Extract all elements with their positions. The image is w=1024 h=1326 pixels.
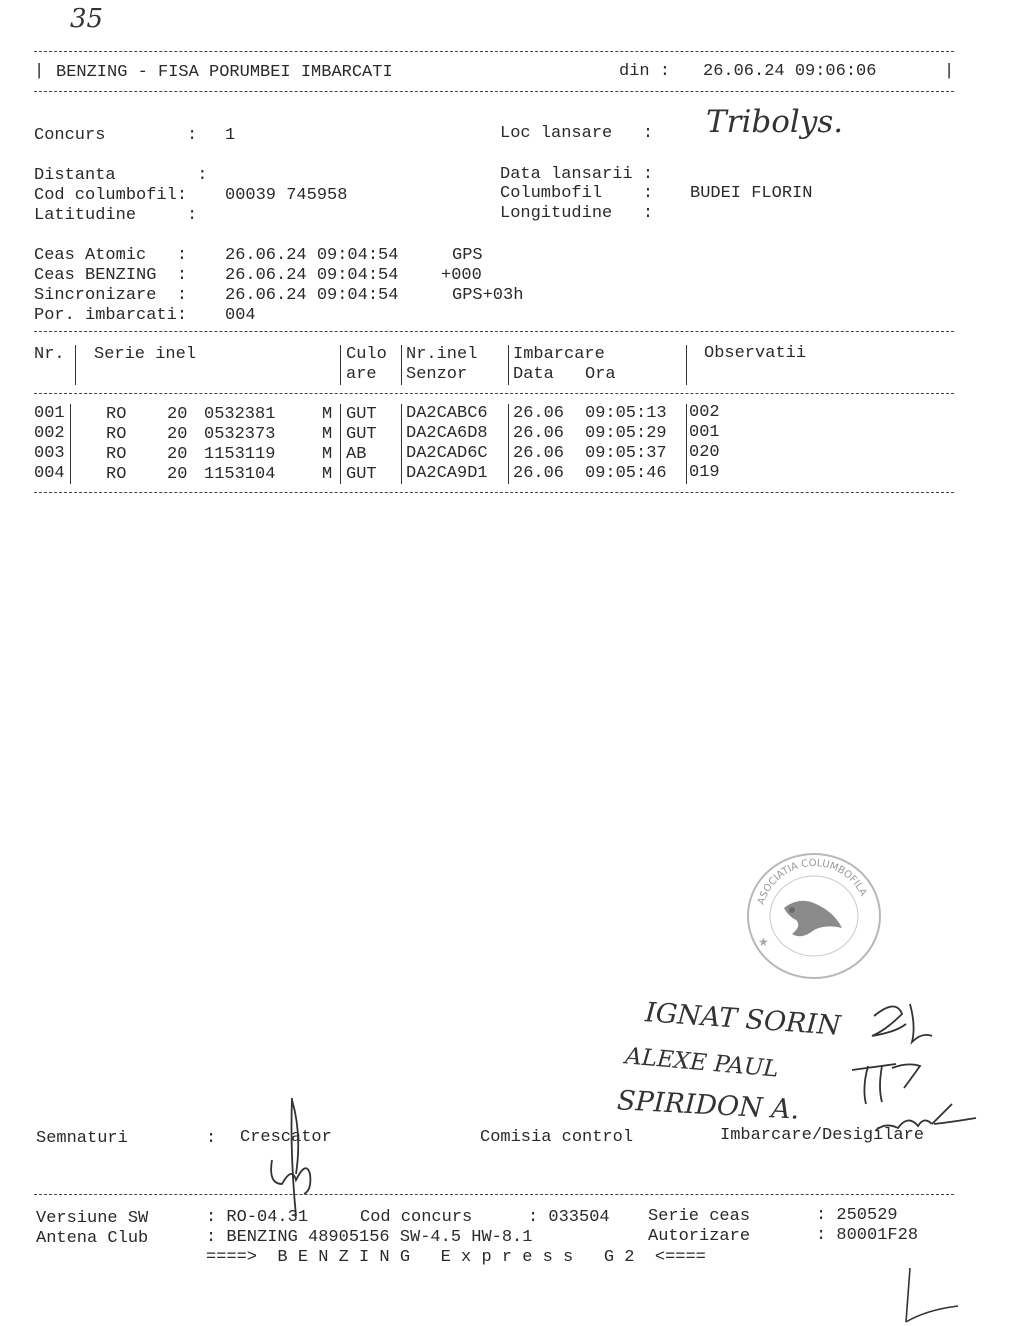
sincronizare-value: 26.06.24 09:04:54 [225,286,399,305]
row-time: 09:05:37 [585,444,667,463]
ceas-atomic-value: 26.06.24 09:04:54 [225,246,399,265]
body-divider-2 [340,404,341,484]
signatures-colon: : [206,1129,217,1148]
signatures-label: Semnaturi [36,1129,128,1148]
header-divider-5 [686,345,687,385]
ceas-atomic-label: Ceas Atomic : [34,246,188,265]
row-ring: 0532381 [204,405,276,424]
ceas-atomic-extra: GPS [452,246,483,265]
concurs-value: 1 [225,126,236,145]
signature-crescator [262,1094,332,1224]
serie-ceas-value: : 250529 [816,1206,898,1225]
row-sensor: DA2CAD6C [406,444,488,463]
por-imbarcati-value: 004 [225,306,256,325]
row-color: AB [346,445,367,464]
row-sensor: DA2CA9D1 [406,464,488,483]
row-sex: M [322,445,333,464]
row-sex: M [322,465,333,484]
row-ring: 1153104 [204,465,276,484]
data-lansarii-label: Data lansarii : [500,165,654,184]
row-date: 26.06 [513,464,565,483]
col-header-data: Data [513,365,554,384]
cod-columbofil-value: 00039 745958 [225,186,348,205]
serie-ceas-label: Serie ceas [648,1207,751,1226]
ceas-benzing-extra: +000 [441,266,482,285]
benzing-express-banner: ====> B E N Z I N G E x p r e s s G 2 <==== [206,1248,706,1267]
row-sensor: DA2CABC6 [406,404,488,423]
row-ring: 0532373 [204,425,276,444]
header-divider-4 [508,345,509,385]
row-nr: 004 [34,464,65,483]
row-time: 09:05:29 [585,424,667,443]
imbarcare-desigilare-label: Imbarcare/Desigilare [720,1126,925,1145]
col-header-ora: Ora [585,365,616,384]
cod-columbofil-label: Cod columbofil: [34,186,188,205]
concurs-label: Concurs : [34,126,198,145]
loc-lansare-value: Tribolys. [706,104,844,140]
col-header-imbarcare: Imbarcare [513,345,605,364]
sincronizare-label: Sincronizare : [34,286,188,305]
row-ring: 1153119 [204,445,276,464]
header-divider-1 [75,345,76,385]
header-bottom-rule [34,91,954,92]
comisia-control-label: Comisia control [480,1128,634,1147]
row-time: 09:05:13 [585,404,667,423]
columbofil-value: BUDEI FLORIN [690,184,813,203]
columbofil-label: Columbofil : [500,184,654,203]
table-bottom-rule [34,492,954,493]
committee-name-2: ALEXE PAUL [624,1043,780,1083]
row-time: 09:05:46 [585,464,667,483]
longitudine-label: Longitudine : [500,204,654,223]
latitudine-label: Latitudine : [34,206,198,225]
col-header-observatii: Observatii [704,344,807,363]
antena-club-value: : BENZING 48905156 SW-4.5 HW-8.1 [206,1228,533,1247]
row-country: RO [106,445,127,464]
print-date-value: 26.06.24 09:06:06 [703,62,877,81]
row-sensor: DA2CA6D8 [406,424,488,443]
committee-name-3: SPIRIDON A. [616,1085,801,1126]
row-year: 20 [167,425,188,444]
col-header-senzor: Senzor [406,365,468,384]
versiune-sw-value: : RO-04.31 [206,1208,309,1227]
header-divider-3 [401,345,402,385]
row-nr: 002 [34,424,65,443]
page-number: 35 [70,4,104,34]
row-date: 26.06 [513,404,565,423]
row-color: GUT [346,405,377,424]
ceas-benzing-label: Ceas BENZING : [34,266,188,285]
row-sex: M [322,425,333,444]
document-title: BENZING - FISA PORUMBEI IMBARCATI [56,63,393,82]
cod-concurs-value: : 033504 [528,1208,610,1227]
association-stamp [744,848,884,978]
row-sex: M [322,405,333,424]
svg-text:★: ★ [758,935,769,949]
row-obs: 019 [689,463,720,482]
col-header-nr: Nr. [34,345,65,364]
row-obs: 020 [689,443,720,462]
row-country: RO [106,405,127,424]
autorizare-label: Autorizare [648,1227,751,1246]
row-date: 26.06 [513,444,565,463]
row-obs: 002 [689,403,720,422]
row-year: 20 [167,405,188,424]
committee-name-1: IGNAT SORIN [644,997,842,1042]
crescator-label: Crescator [240,1128,332,1147]
body-divider-5 [686,404,687,484]
body-divider-3 [401,404,402,484]
header-left-bar: | [34,62,45,81]
body-divider-1 [70,404,71,484]
table-top-rule [34,331,954,332]
row-nr: 003 [34,444,65,463]
footer-rule [34,1194,954,1195]
row-country: RO [106,425,127,444]
versiune-sw-label: Versiune SW [36,1209,149,1228]
row-color: GUT [346,425,377,444]
body-divider-4 [508,404,509,484]
row-color: GUT [346,465,377,484]
row-date: 26.06 [513,424,565,443]
header-divider-2 [340,345,341,385]
col-header-are: are [346,365,377,384]
row-nr: 001 [34,404,65,423]
svg-text:ASOCIATIA COLUMBOFILA: ASOCIATIA COLUMBOFILA [755,857,869,907]
autorizare-value: : 80001F28 [816,1226,919,1245]
distanta-label: Distanta : [34,166,208,185]
loc-lansare-label: Loc lansare : [500,124,654,143]
col-header-serie-inel: Serie inel [94,345,197,364]
print-date-label: din : [619,62,671,81]
table-header-rule [34,393,954,394]
cod-concurs-label: Cod concurs [360,1208,473,1227]
signature-committee-1 [866,996,936,1046]
por-imbarcati-label: Por. imbarcati: [34,306,188,325]
margin-pen-mark [896,1266,966,1326]
row-year: 20 [167,465,188,484]
row-obs: 001 [689,423,720,442]
antena-club-label: Antena Club [36,1229,149,1248]
row-year: 20 [167,445,188,464]
col-header-nr-inel: Nr.inel [406,345,478,364]
sincronizare-extra: GPS+03h [452,286,524,305]
ceas-benzing-value: 26.06.24 09:04:54 [225,266,399,285]
header-right-bar: | [944,62,955,81]
header-top-rule [34,51,954,52]
col-header-culo: Culo [346,345,387,364]
row-country: RO [106,465,127,484]
